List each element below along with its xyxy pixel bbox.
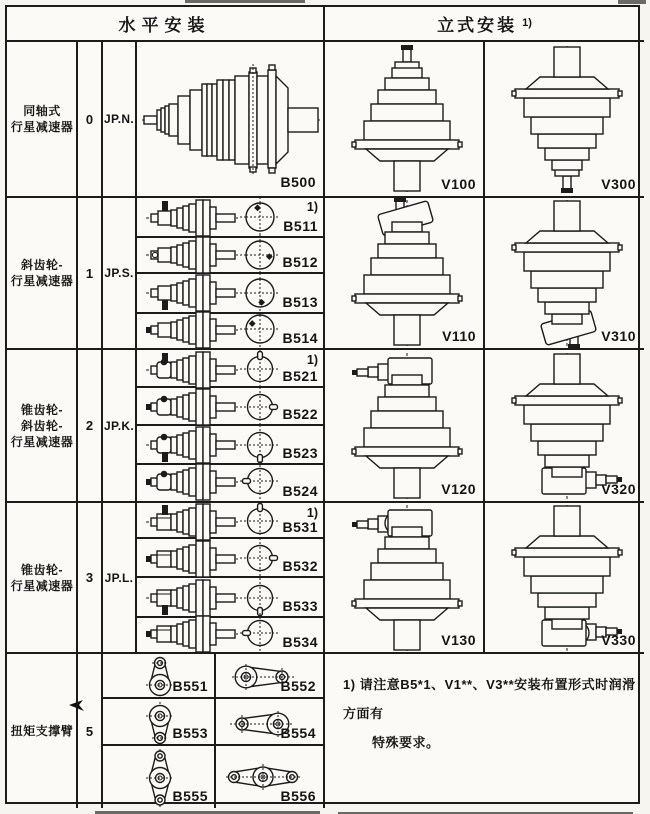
b521-side-view-drawing xyxy=(146,350,241,390)
b531-side-view-drawing xyxy=(146,502,241,542)
vertical-mounting-title: 立式安装 xyxy=(437,15,518,35)
horizontal-mounting-title: 水平安装 xyxy=(118,15,211,35)
drawing-label-b554: B554 xyxy=(280,725,316,741)
v330-reducer-drawing xyxy=(512,503,622,653)
drawing-label-b556: B556 xyxy=(280,788,316,804)
drawing-label-v130: V130 xyxy=(441,632,476,648)
header-vertical-mounting xyxy=(325,6,644,40)
drawing-label-v330: V330 xyxy=(601,632,636,648)
row-number-2: 2 xyxy=(85,418,94,433)
row-code-jpk: JP.K. xyxy=(104,418,134,433)
drawing-label-v100: V100 xyxy=(441,176,476,192)
drawing-label-b533: B533 xyxy=(282,598,318,614)
b512-side-view-drawing xyxy=(146,235,241,275)
drawing-label-b522: B522 xyxy=(282,406,318,422)
drawing-label-b555: B555 xyxy=(172,788,208,804)
b534-side-view-drawing xyxy=(146,614,241,654)
b533-side-view-drawing xyxy=(146,578,241,618)
v310-reducer-drawing xyxy=(512,198,622,348)
drawing-label-b521: B521 xyxy=(282,368,318,384)
b511-side-view-drawing xyxy=(146,198,241,238)
row-name-coaxial: 同轴式 行星减速器 xyxy=(10,104,74,134)
center-column-divider xyxy=(323,6,325,808)
footnote-ref: 1) xyxy=(343,677,356,692)
header-horizontal-mounting xyxy=(6,6,323,40)
row-name-torque-arm: 扭矩支撑臂 xyxy=(10,724,74,738)
drawing-label-b552: B552 xyxy=(280,678,316,694)
drawing-label-v300: V300 xyxy=(601,176,636,192)
v130-reducer-drawing xyxy=(352,503,462,653)
subrow-divider xyxy=(103,697,323,699)
drawing-label-b531: B531 xyxy=(282,519,318,535)
drawing-label-b523: B523 xyxy=(282,445,318,461)
drawing-label-b534: B534 xyxy=(282,634,318,650)
drawing-label-b511: B511 xyxy=(283,218,318,234)
b524-side-view-drawing xyxy=(146,462,241,502)
drawing-label-v320: V320 xyxy=(601,481,636,497)
scan-artifact xyxy=(618,0,646,4)
code-column-divider xyxy=(135,40,137,652)
b500-reducer-drawing xyxy=(142,58,322,182)
vertical-views-divider xyxy=(483,40,485,652)
drawing-label-b553: B553 xyxy=(172,725,208,741)
footnote-line2: 特殊要求。 xyxy=(372,735,440,750)
row-divider-2 xyxy=(6,348,644,350)
row-code-jpn: JP.N. xyxy=(104,112,134,126)
drawing-label-b514: B514 xyxy=(282,330,318,346)
drawing-label-b513: B513 xyxy=(282,294,318,310)
drawing-label-b551: B551 xyxy=(172,678,208,694)
row-number-1: 1 xyxy=(85,265,94,281)
row-name-helical: 斜齿轮- 行星减速器 xyxy=(10,258,74,288)
v320-reducer-drawing xyxy=(512,351,622,501)
v110-reducer-drawing xyxy=(352,198,462,348)
drawing-label-v120: V120 xyxy=(441,481,476,497)
b514-side-view-drawing xyxy=(146,310,241,350)
v300-reducer-drawing xyxy=(512,44,622,194)
torque-arm-column-divider xyxy=(214,652,216,808)
b522-side-view-drawing xyxy=(146,387,241,427)
drawing-label-b500: B500 xyxy=(280,174,316,190)
row-code-jps: JP.S. xyxy=(104,266,134,280)
drawing-label-v310: V310 xyxy=(601,328,636,344)
drawing-label-b532: B532 xyxy=(282,558,318,574)
lubrication-footnote xyxy=(343,670,639,757)
subrow-divider xyxy=(103,744,323,746)
drawing-label-b524: B524 xyxy=(282,483,318,499)
note-ref-b521: 1) xyxy=(306,353,318,367)
v100-reducer-drawing xyxy=(352,44,462,194)
row-number-5: 5 xyxy=(85,723,94,739)
row-code-jpl: JP.L. xyxy=(104,570,134,585)
cursor-arrow-icon xyxy=(68,699,90,713)
b523-side-view-drawing xyxy=(146,425,241,465)
b513-side-view-drawing xyxy=(146,273,241,313)
v120-reducer-drawing xyxy=(352,351,462,501)
row-name-bevel-helical: 锥齿轮- 斜齿轮- 行星减速器 xyxy=(10,402,74,449)
row-number-3: 3 xyxy=(85,570,94,585)
note-ref-b511: 1) xyxy=(306,200,318,214)
note-ref-b531: 1) xyxy=(306,506,318,520)
drawing-label-v110: V110 xyxy=(442,328,476,344)
footnote-line1: 请注意B5*1、V1**、V3**安装布置形式时润滑方面有 xyxy=(343,677,636,721)
row-name-bevel: 锥齿轮- 行星减速器 xyxy=(10,562,74,593)
row-number-0: 0 xyxy=(85,111,94,127)
vertical-mounting-note-ref: 1) xyxy=(522,17,532,29)
header-bottom-border xyxy=(6,40,644,42)
scan-artifact xyxy=(185,0,305,3)
b532-side-view-drawing xyxy=(146,539,241,579)
drawing-label-b512: B512 xyxy=(282,254,318,270)
